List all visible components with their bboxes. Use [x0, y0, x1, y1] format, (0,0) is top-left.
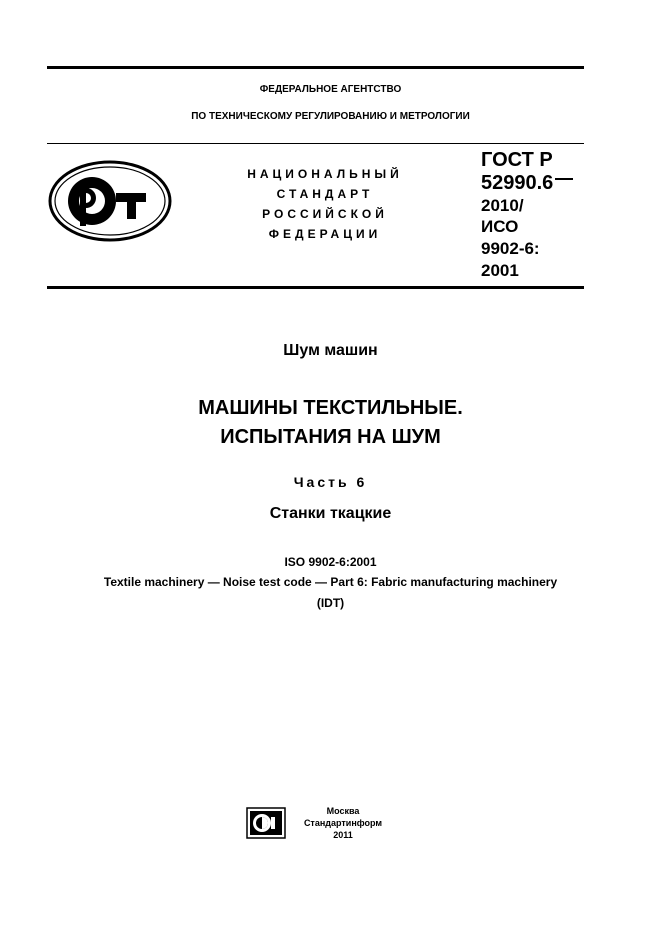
gost-line-6: 2001 — [481, 261, 519, 280]
national-line-2: СТАНДАРТ — [276, 187, 374, 201]
top-rule — [47, 66, 584, 69]
iso-english-title: Textile machinery — Noise test code — Part 6: Fabric manufacturing machinery — [103, 575, 558, 589]
gost-line-2 — [481, 172, 573, 195]
standartinform-logo-icon — [246, 807, 286, 839]
national-line-4: ФЕДЕРАЦИИ — [268, 227, 382, 241]
agency-line-1: ФЕДЕРАЛЬНОЕ АГЕНТСТВО — [259, 84, 402, 95]
gost-line-3: 2010/ — [481, 196, 524, 215]
iso-number: ISO 9902-6:2001 — [284, 555, 377, 569]
publisher-name: Стандартинформ — [303, 818, 383, 828]
national-line-3: РОССИЙСКОЙ — [262, 207, 388, 221]
series-title: Шум машин — [283, 342, 378, 359]
bottom-rule — [47, 286, 584, 289]
publisher-city: Москва — [326, 806, 360, 816]
part-label: Часть 6 — [293, 474, 368, 490]
national-line-1: НАЦИОНАЛЬНЫЙ — [247, 167, 403, 181]
gost-number: 52990.6 — [481, 172, 554, 194]
gost-dash — [555, 178, 573, 180]
main-title-line-2: ИСПЫТАНИЯ НА ШУМ — [220, 426, 441, 448]
publisher-year: 2011 — [333, 830, 353, 840]
main-title-line-1: МАШИНЫ ТЕКСТИЛЬНЫЕ. — [198, 397, 463, 419]
rst-logo-icon — [48, 160, 172, 242]
gost-line-1: ГОСТ Р — [481, 149, 553, 171]
gost-line-5: 9902-6: — [481, 239, 540, 258]
middle-rule — [47, 143, 584, 144]
agency-line-2: ПО ТЕХНИЧЕСКОМУ РЕГУЛИРОВАНИЮ И МЕТРОЛОГИИ — [191, 111, 470, 122]
subtitle: Станки ткацкие — [269, 505, 392, 522]
gost-line-4: ИСО — [481, 217, 519, 236]
iso-degree: (IDT) — [316, 596, 345, 610]
